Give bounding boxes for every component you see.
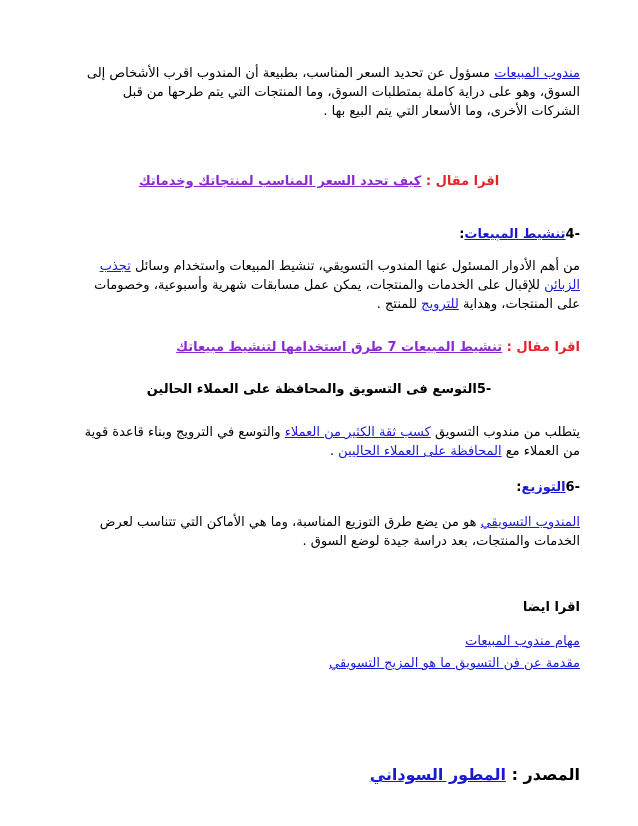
activation-line-3-pre: على المنتجات، وهداية <box>458 297 580 312</box>
sales-activation-heading <box>459 225 580 244</box>
expansion-line-2 <box>58 442 580 461</box>
distribution-paragraph <box>58 513 580 551</box>
expansion-line-1-pre: يتطلب من مندوب التسويق <box>430 425 580 440</box>
pricing-article-link[interactable]: كيف تحدد السعر المناسب لمنتجاتك وخدماتك <box>138 174 422 189</box>
activation-line-1 <box>58 257 580 276</box>
section-number: -4 <box>565 227 580 242</box>
sales-activation-paragraph <box>58 257 580 314</box>
section-colon: : <box>516 480 522 495</box>
distribution-line-2: الخدمات والمنتجات، بعد دراسة جيدة لوضع السوق . <box>302 534 580 549</box>
sales-rep-tasks-link[interactable]: مهام مندوب المبيعات <box>465 634 580 649</box>
expansion-heading: -5التوسع فى التسويق والمحافظة على العملاء الحالين <box>146 382 492 397</box>
expansion-line-2-pre: من العملاء مع <box>501 444 580 459</box>
pricing-paragraph <box>58 64 580 121</box>
distribution-heading <box>516 478 580 497</box>
pricing-line-3: الشركات الأخرى، وما الأسعار التي يتم البيع بها . <box>323 104 580 119</box>
expansion-line-1-post: والتوسع في الترويج وبناء قاعدة قوية <box>84 425 285 440</box>
distribution-title: التوزيع <box>521 480 566 495</box>
customers-link[interactable]: الزبائن <box>544 278 580 293</box>
attract-link[interactable]: تجذب <box>99 259 131 274</box>
activation-line-1-text: من أهم الأدوار المسئول عنها المندوب التسويقي، تنشيط المبيعات واستخدام وسائل <box>130 259 580 274</box>
read-also-item-1 <box>465 632 580 651</box>
read-article-prefix: اقرا مقال : <box>502 340 580 355</box>
pricing-line-2: السوق، وهو على دراية كاملة بمتطلبات السوق، وما المنتجات التي يتم طرحها من قبل <box>122 85 580 100</box>
source-line <box>370 764 580 786</box>
marketing-rep-link[interactable]: المندوب التسويقي <box>480 515 580 530</box>
sales-activation-title: تنشيط المبيعات <box>464 227 566 242</box>
marketing-intro-link[interactable]: مقدمة عن فن التسويق ما هو المزيج التسويقي <box>329 656 580 671</box>
activation-line-2-text: للإقبال على الخدمات والمنتجات، يمكن عمل مسابقات شهرية وأسبوعية، وخصومات <box>94 278 545 293</box>
expansion-line-2-post: . <box>329 444 339 459</box>
source-link[interactable]: المطور السوداني <box>369 765 507 784</box>
gain-trust-link[interactable]: كسب ثقة الكثير من العملاء <box>284 425 431 440</box>
section-colon: : <box>459 227 465 242</box>
read-also-heading: اقرا ايضا <box>522 600 580 615</box>
retain-customers-link[interactable]: المحافظة على العملاء الحاليين <box>338 444 502 459</box>
sales-rep-link[interactable]: مندوب المبيعات <box>494 66 580 81</box>
read-article-2 <box>176 338 580 357</box>
read-article-prefix: اقرا مقال : <box>421 174 500 189</box>
read-also-item-2 <box>329 654 580 673</box>
pricing-line-1-text: مسؤول عن تحديد السعر المناسب، بطبيعة أن المندوب اقرب الأشخاص إلى <box>86 66 495 81</box>
pricing-line-1 <box>58 64 580 83</box>
source-label: المصدر : <box>506 765 580 784</box>
expansion-paragraph <box>58 423 580 461</box>
expansion-line-1 <box>58 423 580 442</box>
activation-line-2 <box>58 276 580 295</box>
distribution-line-1-text: هو من يضع طرق التوزيع المناسبة، وما هي الأماكن التي تتناسب لعرض <box>99 515 481 530</box>
section-number: -6 <box>565 480 580 495</box>
promotion-link[interactable]: للترويج <box>421 297 459 312</box>
activation-line-3-post: للمنتج . <box>376 297 422 312</box>
activation-line-3 <box>58 295 580 314</box>
distribution-line-1 <box>58 513 580 532</box>
sales-activation-article-link[interactable]: تنشيط المبيعات 7 طرق استخدامها لتنشيط مبيعاتك <box>176 340 503 355</box>
read-article-1 <box>0 172 638 191</box>
